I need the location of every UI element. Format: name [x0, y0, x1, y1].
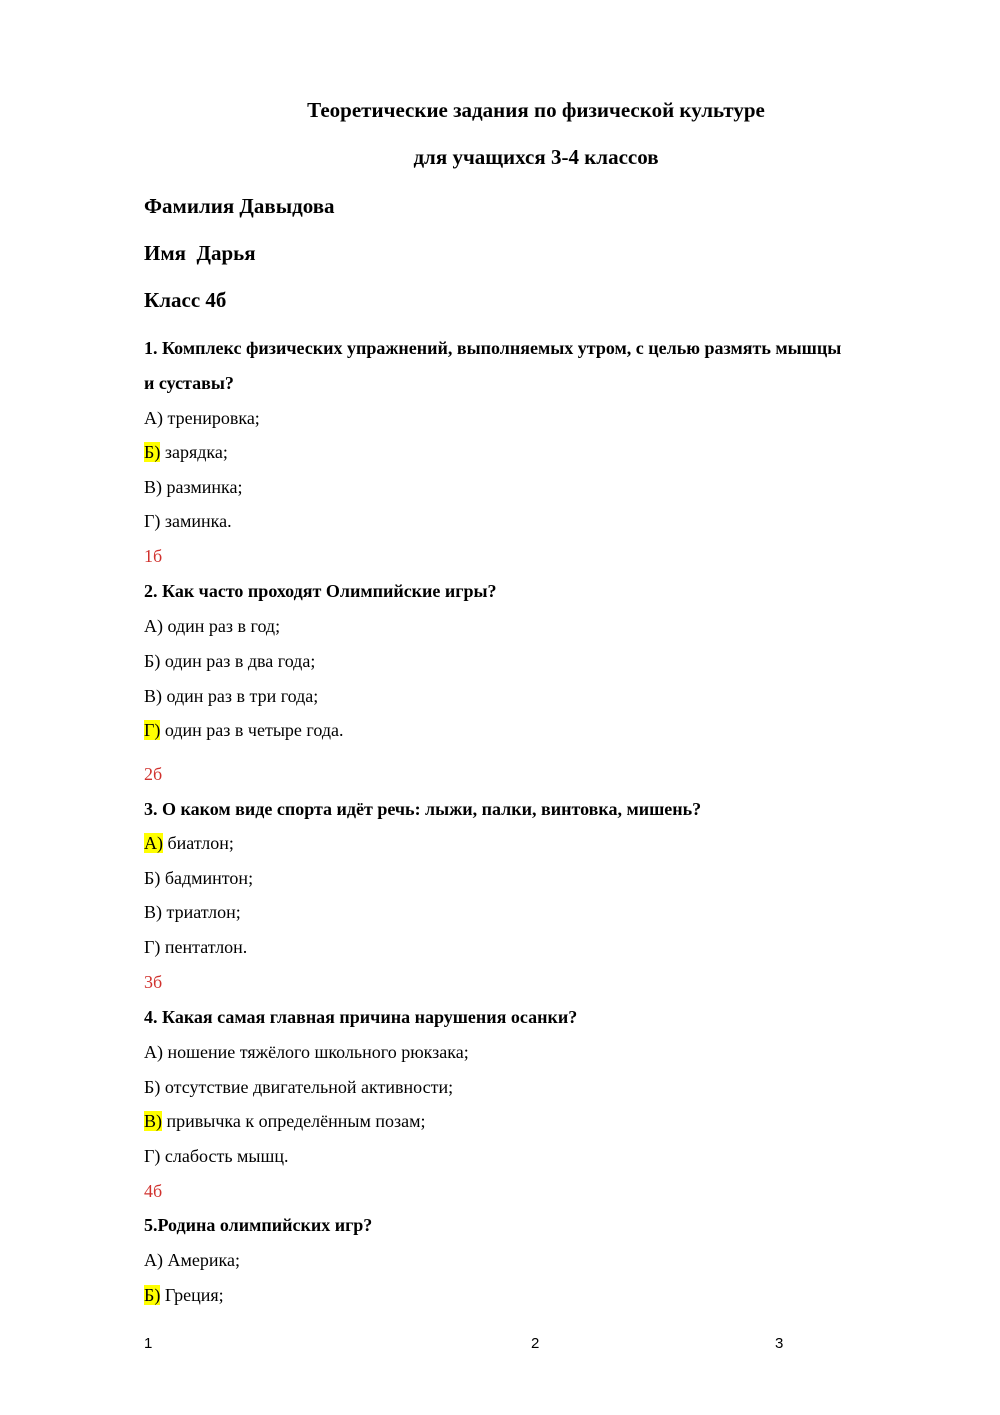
question-1-score: 1б — [144, 546, 163, 566]
option-letter: А) — [144, 616, 163, 636]
question-1-option-b[interactable] — [144, 441, 228, 463]
option-text: отсутствие двигательной активности; — [160, 1077, 454, 1097]
selected-answer-highlight: Г) — [144, 720, 161, 740]
option-text: ношение тяжёлого школьного рюкзака; — [163, 1042, 469, 1062]
option-text: привычка к определённым позам; — [162, 1111, 426, 1131]
option-letter: Б) — [144, 868, 161, 888]
question-5-option-b[interactable] — [144, 1284, 224, 1306]
option-text: разминка; — [162, 477, 243, 497]
question-3-option-b[interactable] — [144, 867, 253, 889]
question-5-text: 5.Родина олимпийских игр? — [144, 1215, 373, 1235]
option-text: один раз в год; — [163, 616, 281, 636]
option-letter: А) — [144, 408, 163, 428]
question-1-option-v[interactable] — [144, 476, 242, 498]
question-1-option-a[interactable] — [144, 407, 260, 429]
option-text: один раз в три года; — [162, 686, 319, 706]
question-2-text: 2. Как часто проходят Олимпийские игры? — [144, 581, 497, 601]
question-4-score: 4б — [144, 1181, 163, 1201]
question-4-option-b[interactable] — [144, 1076, 453, 1098]
question-2-option-a[interactable] — [144, 615, 280, 637]
option-text: биатлон; — [163, 833, 234, 853]
question-2-option-g[interactable] — [144, 719, 343, 741]
option-text: Греция; — [160, 1285, 224, 1305]
student-class: Класс 4б — [144, 288, 227, 312]
selected-answer-highlight: А) — [144, 833, 163, 853]
title-line-2: для учащихся 3-4 классов — [413, 145, 659, 169]
question-4-option-a[interactable] — [144, 1041, 469, 1063]
selected-answer-highlight: Б) — [144, 1285, 161, 1305]
option-text: Америка; — [163, 1250, 240, 1270]
option-letter: В) — [144, 686, 162, 706]
question-4-option-v[interactable] — [144, 1110, 426, 1132]
question-1-text-line-1: 1. Комплекс физических упражнений, выполняемых утром, с целью размять мышцы — [144, 338, 842, 358]
selected-answer-highlight: В) — [144, 1111, 162, 1131]
student-name: Имя Дарья — [144, 241, 256, 265]
option-letter: Г) — [144, 1146, 161, 1166]
footer-number-3: 3 — [775, 1335, 784, 1352]
question-3-option-a[interactable] — [144, 832, 234, 854]
option-text: заминка. — [160, 511, 232, 531]
option-text: один раз в четыре года. — [160, 720, 344, 740]
option-letter: А) — [144, 1042, 163, 1062]
option-letter: Б) — [144, 651, 161, 671]
option-text: триатлон; — [162, 902, 241, 922]
option-text: бадминтон; — [160, 868, 254, 888]
option-text: пентатлон. — [160, 937, 248, 957]
question-1-option-g[interactable] — [144, 510, 232, 532]
question-1-text-line-2: и суставы? — [144, 373, 234, 393]
option-text: зарядка; — [160, 442, 228, 462]
option-letter: Б) — [144, 1077, 161, 1097]
question-5-option-a[interactable] — [144, 1249, 240, 1271]
option-letter: В) — [144, 477, 162, 497]
selected-answer-highlight: Б) — [144, 442, 161, 462]
question-2-score: 2б — [144, 764, 163, 784]
option-letter: В) — [144, 902, 162, 922]
footer-number-1: 1 — [144, 1335, 153, 1352]
question-3-option-v[interactable] — [144, 901, 241, 923]
question-4-text: 4. Какая самая главная причина нарушения осанки? — [144, 1007, 578, 1027]
title-line-1: Теоретические задания по физической культуре — [307, 98, 765, 122]
option-letter: Г) — [144, 937, 161, 957]
student-surname: Фамилия Давыдова — [144, 194, 335, 218]
question-3-option-g[interactable] — [144, 936, 247, 958]
option-letter: А) — [144, 1250, 163, 1270]
option-text: тренировка; — [163, 408, 260, 428]
option-letter: Г) — [144, 511, 161, 531]
option-text: один раз в два года; — [160, 651, 316, 671]
question-3-score: 3б — [144, 972, 163, 992]
question-2-option-v[interactable] — [144, 685, 318, 707]
option-text: слабость мышц. — [160, 1146, 289, 1166]
question-3-text: 3. О каком виде спорта идёт речь: лыжи, палки, винтовка, мишень? — [144, 799, 702, 819]
question-4-option-g[interactable] — [144, 1145, 289, 1167]
footer-number-2: 2 — [531, 1335, 540, 1352]
question-2-option-b[interactable] — [144, 650, 315, 672]
